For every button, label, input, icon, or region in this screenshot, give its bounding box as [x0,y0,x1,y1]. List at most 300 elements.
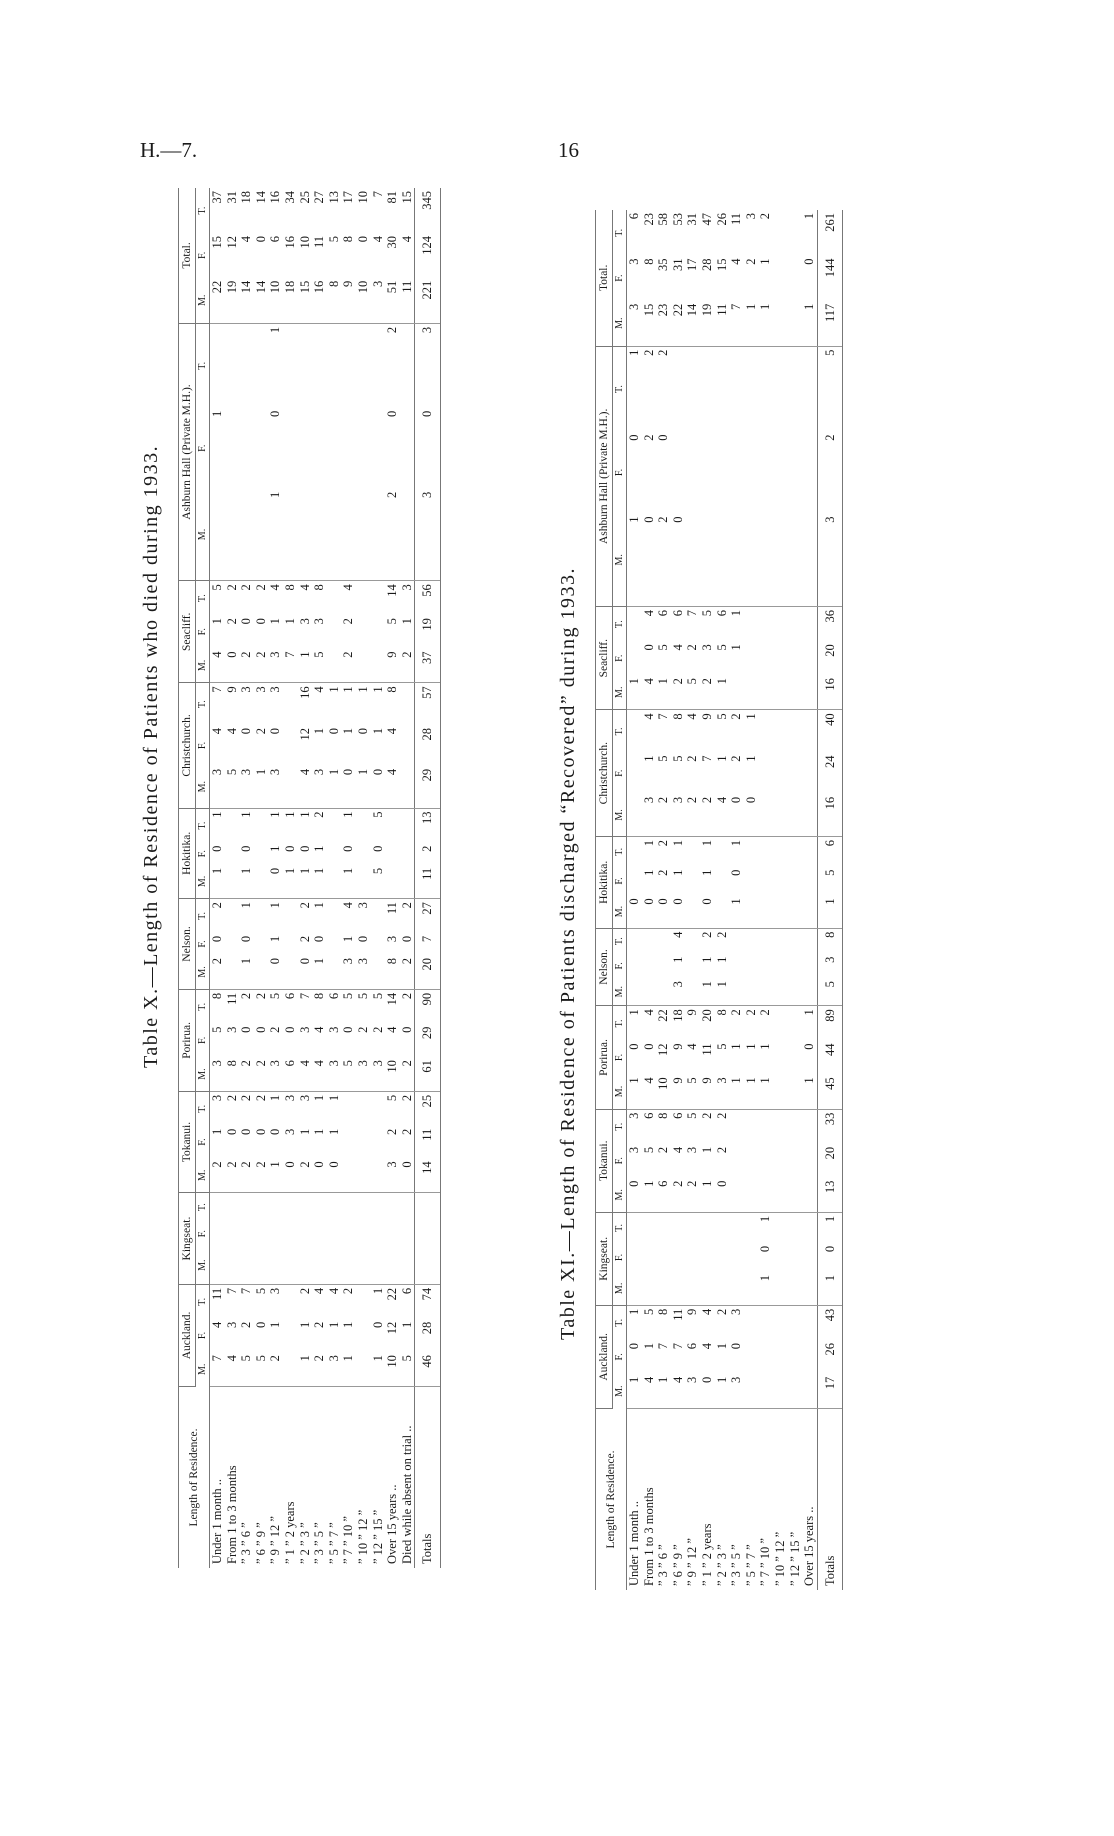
table-cell [788,431,803,513]
table-row [671,210,686,1590]
row-label: ” 3 ” 6 ” [656,1544,671,1586]
table-cell: 5 [370,811,385,818]
table-cell: 2 [685,1178,700,1213]
table-cell: 28 [699,258,714,271]
table-cell: 1 [817,1212,842,1242]
table-cell: 2 [254,1158,269,1192]
table-cell [356,1246,371,1284]
table-cell: 0 [627,434,641,441]
table-cell: 124 [415,233,440,278]
table-cell: 0 [239,935,254,943]
table-cell [356,1221,371,1246]
table-cell [773,346,788,431]
table-cell [744,978,759,1006]
table-cell: 2 [400,955,415,989]
column-header-institution: Nelson. [179,899,196,990]
table-cell [356,1284,371,1318]
table-cell: 2 [312,1352,327,1386]
table-cell: 14 [385,992,400,1006]
table-cell [788,1272,803,1305]
table-cell: 22 [671,301,686,346]
table-cell: 11 [715,301,730,346]
table-cell [773,1041,788,1075]
table-cell [788,1243,803,1272]
table-cell: 1 [298,649,313,683]
table-cell: 1 [627,513,642,606]
row-label: ” 12 ” 15 ” [787,1531,802,1586]
table-row [356,188,371,1568]
table-cell [788,867,803,896]
table-cell: 1 [817,895,842,928]
table-cell: 4 [715,794,730,837]
table-cell: 2 [729,1009,744,1016]
table-cell: 2 [370,1026,385,1033]
table-x [179,188,440,1568]
table-cell: 5 [641,1146,656,1154]
table-cell [744,954,759,978]
table-cell: 4 [298,1057,313,1091]
table-cell: 4 [685,713,700,720]
table-cell [788,1305,803,1340]
table-cell [788,837,803,867]
table-cell: 0 [239,618,254,625]
table-cell: 1 [729,1043,744,1050]
table-cell [744,1374,759,1409]
column-subheader: M. [613,1178,627,1213]
table-cell: 5 [714,644,729,651]
table-cell: 0 [312,1158,327,1192]
table-cell [773,1374,788,1409]
table-cell: 9 [685,1308,700,1315]
table-cell: 3 [312,618,327,625]
column-subheader: F. [613,954,627,978]
table-cell [254,323,269,407]
table-cell: 2 [253,1094,268,1102]
row-label: ” 6 ” 9 ” [670,1544,685,1586]
table-cell [642,1212,657,1242]
table-cell [744,1178,759,1213]
table-cell: 17 [341,191,356,204]
table-cell [788,1340,803,1374]
table-row [400,188,415,1568]
table-row [700,210,715,1590]
table-cell: 1 [729,840,744,847]
table-cell: 0 [282,845,297,852]
table-cell [341,1158,356,1192]
table-cell [642,1272,657,1305]
table-cell: 4 [210,1321,224,1328]
table-cell: 4 [210,727,224,735]
table-cell: 1 [758,1043,773,1050]
table-cell: 16 [817,794,842,837]
table-cell [729,978,744,1006]
table-cell: 2 [400,649,415,683]
table-cell: 0 [341,845,356,852]
table-cell: 1 [699,1146,714,1154]
table-cell: 2 [239,1057,254,1091]
table-row [298,188,313,1568]
table-cell: 1 [627,675,642,710]
table-cell: 6 [670,610,685,617]
column-header-institution: Seacliff. [596,607,613,710]
column-header-institution: Total. [179,188,196,323]
table-cell [788,954,803,978]
table-cell: 14 [239,278,254,324]
table-cell [298,1221,313,1246]
table-cell [671,1212,686,1242]
column-header-institution: Auckland. [596,1305,613,1408]
table-cell: 3 [282,1128,297,1135]
table-cell [744,675,759,710]
table-cell: 5 [312,649,327,683]
table-cell [210,1246,225,1284]
table-cell: 14 [415,1158,440,1192]
table-cell: 2 [671,1178,686,1213]
table-cell [802,513,817,606]
table-cell: 0 [326,727,341,735]
table-row [729,210,744,1590]
table-cell [715,837,730,867]
table-cell: 2 [729,713,744,720]
table-cell [715,346,730,431]
table-cell [415,1246,440,1284]
table-cell [268,1246,283,1284]
table-cell [788,978,803,1006]
table-cell: 8 [670,713,685,720]
table-cell [356,1091,371,1125]
table-cell: 1 [715,675,730,710]
table-cell [802,1178,817,1213]
table-cell [283,323,298,407]
table-cell: 5 [641,1308,656,1315]
table-cell [210,323,225,407]
table-cell: 17 [817,1374,842,1409]
table-cell: 7 [656,713,671,720]
table-cell: 2 [225,1158,240,1192]
column-subheader: F. [613,1243,627,1272]
table-cell: 2 [700,675,715,710]
column-subheader: M. [613,1074,627,1109]
table-cell [254,1193,269,1221]
table-cell: 5 [714,713,729,720]
table-cell [225,1193,240,1221]
table-cell: 14 [685,301,700,346]
table-cell: 1 [341,727,356,735]
table-cell: 18 [670,1009,685,1022]
column-header-institution: Nelson. [596,928,613,1006]
table-cell [356,1126,371,1159]
table-cell [371,933,386,955]
table-cell: 15 [642,301,657,346]
table-cell: 261 [817,210,842,256]
column-subheader: M. [196,766,210,808]
table-cell: 3 [224,1026,239,1033]
table-cell [788,210,803,256]
column-subheader: M. [613,794,627,837]
table-cell: 3 [627,1112,641,1119]
table-cell [788,1212,803,1242]
table-cell: 1 [670,956,685,963]
table-cell: 2 [341,618,356,625]
table-cell [685,1243,700,1272]
table-cell [715,1212,730,1242]
table-row [312,188,327,1568]
table-cell [773,301,788,346]
table-cell: 3 [327,1352,342,1386]
column-header-institution: Auckland. [179,1284,196,1386]
table-cell: 1 [341,811,356,818]
table-cell: 6 [714,610,729,617]
table-cell: 0 [802,258,817,265]
table-cell: 2 [758,1009,773,1016]
table-cell: 4 [671,1374,686,1409]
table-cell [758,928,773,953]
row-label: ” 12 ” 15 ” [370,1509,385,1564]
table-cell: 1 [700,1178,715,1213]
table-cell [744,1243,759,1272]
table-cell: 1 [268,618,283,625]
table-cell [283,1284,298,1318]
table-cell [239,323,254,407]
table-cell [327,1246,342,1284]
table-cell: 5 [817,346,842,431]
table-cell [225,899,240,933]
table-cell: 27 [312,191,327,204]
table-cell [773,513,788,606]
table-cell [254,899,269,933]
row-label: Totals [817,1409,842,1591]
column-subheader: T. [196,989,210,1023]
table-cell [773,1144,788,1178]
table-cell: 5 [685,675,700,710]
table-cell [283,1193,298,1221]
row-label: ” 10 ” 12 ” [355,1509,370,1564]
table-cell: 1 [399,618,414,625]
table-cell: 3 [685,1374,700,1409]
table-cell: 4 [385,727,400,735]
table-cell: 5 [268,992,283,1000]
table-cell: 2 [699,1112,714,1119]
totals-row [415,188,440,1568]
table-row [627,210,642,1590]
table-cell: 1 [239,955,254,989]
table-cell: 3 [268,686,283,693]
table-cell: 8 [282,584,297,591]
column-subheader: T. [196,899,210,933]
column-header-length: Length of Residence. [179,1387,210,1569]
table-cell: 11 [224,992,239,1005]
table-cell: 1 [627,1074,642,1109]
table-cell [788,1144,803,1178]
table-cell: 3 [210,766,225,808]
table-cell [341,1246,356,1284]
table-cell: 14 [253,191,268,204]
table-cell: 46 [415,1352,440,1386]
column-subheader: M. [196,1352,210,1386]
table-cell: 89 [817,1006,842,1041]
table-cell [744,837,759,867]
table-cell: 0 [802,1043,817,1050]
table-cell: 2 [239,992,254,1000]
table-cell: 1 [312,845,327,852]
table-cell [773,256,788,301]
column-subheader: F. [613,867,627,896]
table-cell [744,431,759,513]
table-cell: 0 [627,1043,641,1050]
table-cell [788,752,803,793]
table-cell [685,895,700,928]
table-cell [773,710,788,753]
table-cell: 4 [641,1009,656,1016]
table-cell: 5 [699,610,714,617]
table-cell: 1 [312,902,327,909]
table-cell: 1 [802,213,817,220]
table-cell: 3 [699,644,714,651]
table-cell: 1 [327,766,342,808]
table-cell [283,899,298,933]
table-cell: 0 [355,727,370,735]
table-cell [758,1178,773,1213]
table-cell: 26 [817,1340,842,1374]
table-cell: 3 [210,1057,225,1091]
table-cell: 16 [817,675,842,710]
table-cell [802,607,817,642]
table-cell [729,954,744,978]
table-cell [400,808,415,843]
table-cell: 117 [817,301,842,346]
table-cell: 1 [399,1321,414,1328]
table-cell [788,1074,803,1109]
table-cell [788,1109,803,1144]
table-cell [729,1212,744,1242]
table-cell: 1 [656,675,671,710]
table-cell: 31 [685,213,700,226]
table-cell: 8 [327,278,342,324]
table-cell [356,615,371,648]
table-cell: 5 [326,236,341,243]
table-cell [715,867,730,896]
table-cell [671,1272,686,1305]
table-cell: 6 [656,610,671,617]
table-cell [371,955,386,989]
table-cell: 2 [239,584,254,591]
table-cell [773,978,788,1006]
column-subheader: F. [196,233,210,278]
table-cell [298,1193,313,1221]
table-cell [685,1272,700,1305]
table-cell: 9 [700,1074,715,1109]
table-cell [788,1006,803,1041]
table-cell [371,649,386,683]
table-cell [802,1305,817,1340]
table-cell: 0 [671,895,686,928]
row-label: ” 9 ” 12 ” [685,1538,700,1586]
table-cell [210,489,225,581]
table-cell [656,1212,671,1242]
table-cell: 0 [282,1026,297,1033]
table-cell [254,408,269,489]
table-cell: 5 [355,992,370,1000]
table-cell: 1 [210,811,224,818]
table-cell [758,867,773,896]
table-cell: 3 [341,955,356,989]
table-cell: 4 [370,236,385,243]
column-subheader: F. [613,1041,627,1075]
table-cell: 0 [642,513,657,606]
table-cell [327,955,342,989]
table-cell: 1 [802,301,817,346]
column-subheader: T. [613,837,627,867]
table-cell: 15 [298,278,313,324]
table-cell [371,1193,386,1221]
column-subheader: M. [613,895,627,928]
table-cell [298,408,313,489]
table-cell: 1 [283,865,298,899]
table-cell: 58 [656,213,671,226]
table-cell: 0 [355,935,370,943]
table-cell [341,323,356,407]
table-cell: 2 [699,931,714,938]
column-header-institution: Christchurch. [596,710,613,837]
table-cell: 6 [627,213,641,220]
table-cell: 221 [415,278,440,324]
table-cell [627,607,642,642]
row-label: ” 5 ” 7 ” [743,1544,758,1586]
page-number: 16 [558,138,579,162]
table-cell: 2 [641,434,656,441]
table-cell: 1 [326,686,341,693]
table-cell: 31 [670,258,685,271]
table-cell [385,1246,400,1284]
column-header-institution: Hokitika. [596,837,613,929]
table-cell: 4 [268,584,283,591]
table-cell [729,928,744,953]
table-cell [371,1221,386,1246]
table-cell: 5 [817,978,842,1006]
table-cell [225,955,240,989]
row-label: Under 1 month .. [627,1500,641,1586]
table-cell: 1 [268,1094,283,1102]
table-cell: 1 [758,1074,773,1109]
table-cell [283,1246,298,1284]
table-cell: 1 [758,1272,773,1305]
table-cell [773,1178,788,1213]
table-cell [788,794,803,837]
table-cell: 1 [341,935,356,943]
table-cell [627,641,642,675]
table-cell: 2 [224,618,239,625]
table-cell [642,978,657,1006]
table-cell: 7 [283,649,298,683]
table-cell [729,1178,744,1213]
table-cell: 2 [685,794,700,837]
table-cell [744,1340,759,1374]
table-cell: 0 [627,1178,642,1213]
row-label: From 1 to 3 months [224,1465,239,1564]
table-cell: 8 [341,236,356,243]
table-row [802,210,817,1590]
table-cell [627,752,642,793]
table-cell [239,1221,254,1246]
table-cell [341,489,356,581]
column-subheader: M. [196,1057,210,1091]
table-cell [254,843,269,865]
table-cell [239,1246,254,1284]
table-cell: 4 [225,1352,240,1386]
table-cell [225,323,240,407]
table-row [268,188,283,1568]
table-cell [788,256,803,301]
